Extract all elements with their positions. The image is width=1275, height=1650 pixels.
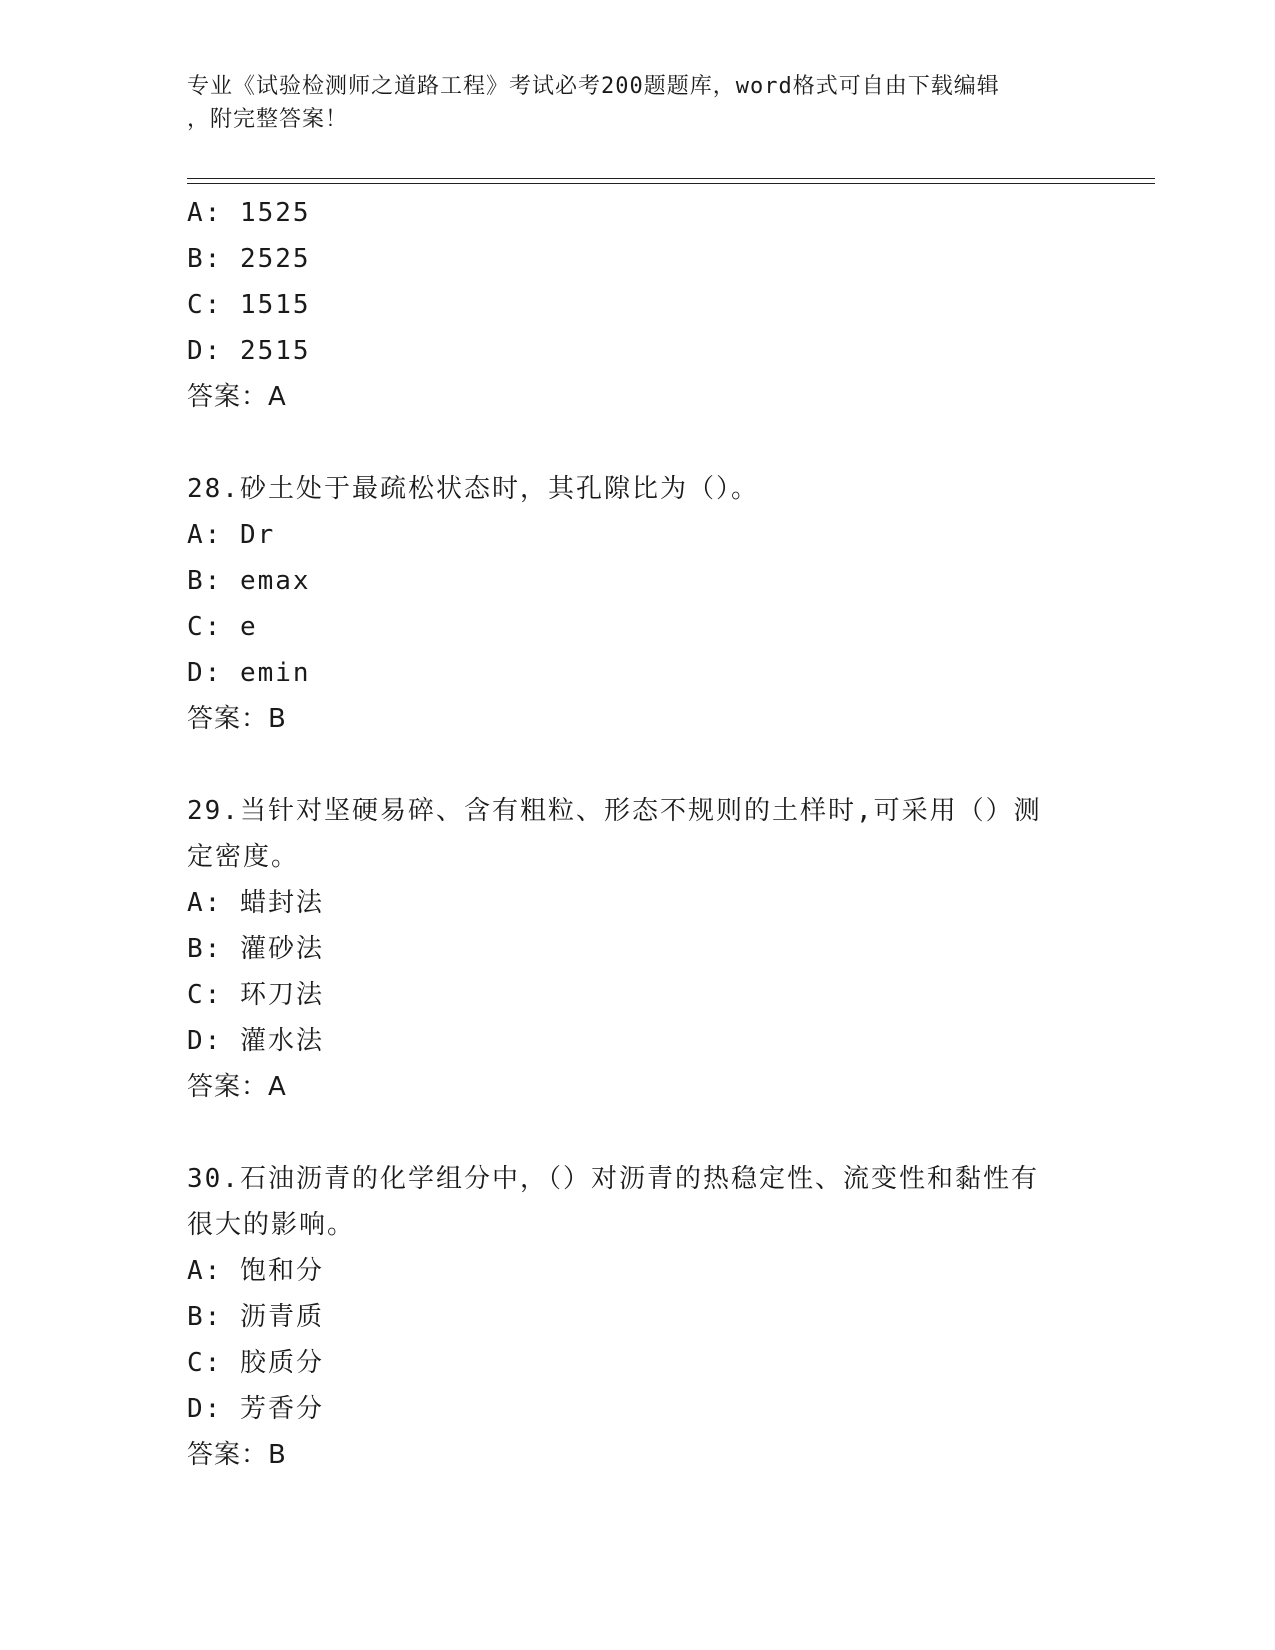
question-content: [187, 190, 1087, 1478]
option-a: A: 1525: [187, 198, 311, 228]
question-stem-line-1: 30.石油沥青的化学组分中，（）对沥青的热稳定性、流变性和黏性有: [187, 1164, 1039, 1194]
option-c: C: 环刀法: [187, 980, 324, 1010]
header-divider-top: [187, 178, 1155, 179]
option-c: C: 胶质分: [187, 1348, 324, 1378]
question-stem-line-2: 定密度。: [187, 842, 300, 872]
option-c: C: e: [187, 612, 258, 642]
document-header: [187, 70, 1087, 136]
header-divider-bottom: [187, 183, 1155, 184]
header-line-1: 专业《试验检测师之道路工程》考试必考200题题库，word格式可自由下载编辑: [187, 74, 1000, 99]
answer-label: 答案：B: [187, 1440, 287, 1470]
question-stem: 28.砂土处于最疏松状态时，其孔隙比为（）。: [187, 474, 759, 504]
option-d: D: 芳香分: [187, 1394, 324, 1424]
option-d: D: 2515: [187, 336, 311, 366]
previous-question-options: [187, 190, 1087, 420]
option-b: B: emax: [187, 566, 311, 596]
header-line-2: ，附完整答案！: [187, 107, 349, 132]
answer-label: 答案：A: [187, 382, 287, 412]
option-d: D: emin: [187, 658, 311, 688]
option-b: B: 沥青质: [187, 1302, 324, 1332]
option-a: A: 饱和分: [187, 1256, 324, 1286]
option-a: A: 蜡封法: [187, 888, 324, 918]
answer-label: 答案：B: [187, 704, 287, 734]
question-28: [187, 466, 1087, 742]
option-d: D: 灌水法: [187, 1026, 324, 1056]
option-b: B: 灌砂法: [187, 934, 324, 964]
question-29: [187, 788, 1087, 1110]
option-b: B: 2525: [187, 244, 311, 274]
question-30: [187, 1156, 1087, 1478]
option-c: C: 1515: [187, 290, 311, 320]
question-stem-line-1: 29.当针对坚硬易碎、含有粗粒、形态不规则的土样时,可采用（）测: [187, 796, 1042, 826]
question-stem-line-2: 很大的影响。: [187, 1210, 356, 1240]
answer-label: 答案：A: [187, 1072, 287, 1102]
option-a: A: Dr: [187, 520, 276, 550]
